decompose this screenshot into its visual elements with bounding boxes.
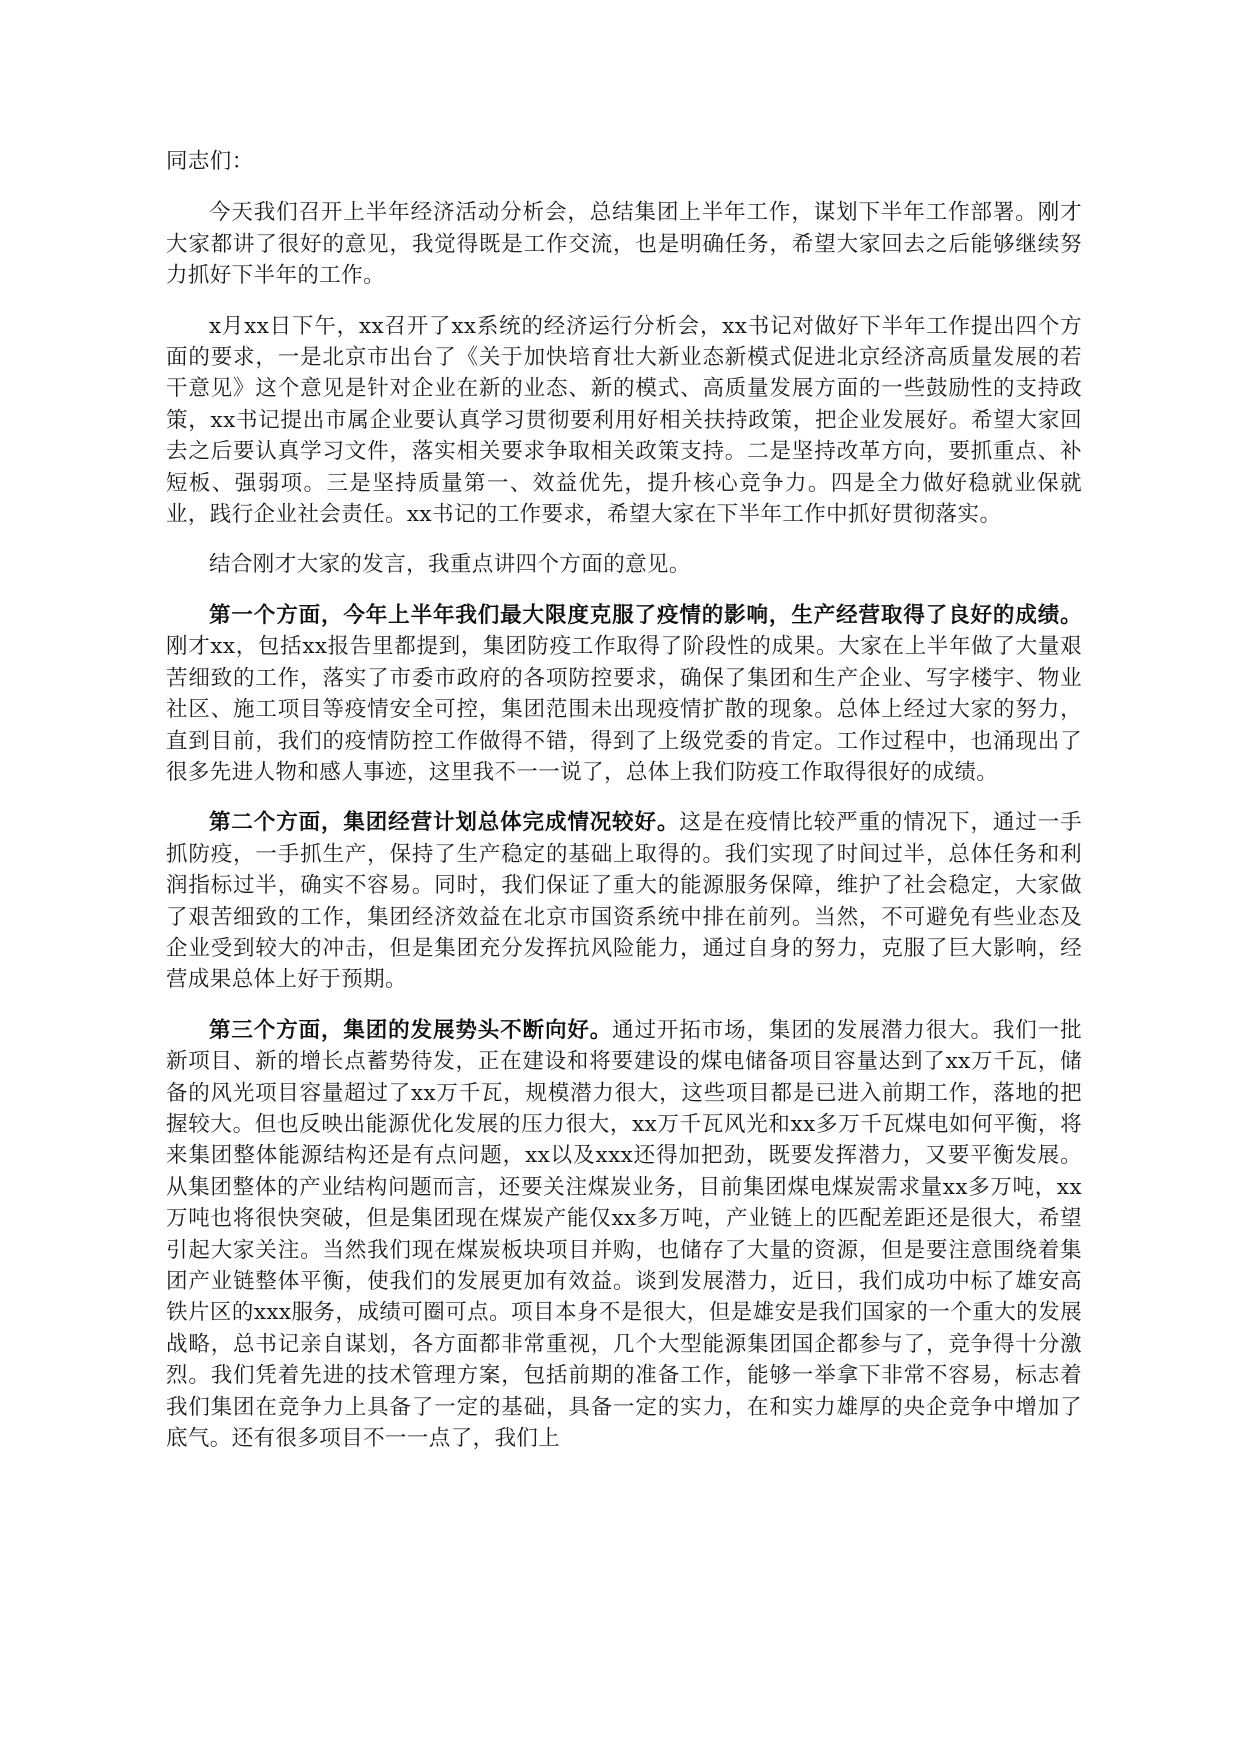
paragraph-opening: [166, 197, 1082, 291]
paragraph-text: 这是在疫情比较严重的情况下，通过一手抓防疫，一手抓生产，保持了生产稳定的基础上取得的。我们实现了时间过半，总体任务和利润指标过半，确实不容易。同时，我们保证了重大的能源服务保障，维护了社会稳定，大家做了艰苦细致的工作，集团经济效益在北京市国资系统中排在前列。当然，不可避免有些业态及企业受到较大的冲击，但是集团充分发挥抗风险能力，通过自身的努力，克服了巨大影响，经营成果总体上好于预期。: [166, 810, 1082, 993]
paragraph-text: x月xx日下午，xx召开了xx系统的经济运行分析会，xx书记对做好下半年工作提出四个方面的要求，一是北京市出台了《关于加快培育壮大新业态新模式促进北京经济高质量发展的若干意见》这个意见是针对企业在新的业态、新的模式、高质量发展方面的一些鼓励性的支持政策，xx书记提出市属企业要认真学习贯彻要利用好相关扶持政策，把企业发展好。希望大家回去之后要认真学习文件，落实相关要求争取相关政策支持。二是坚持改革方向，要抓重点、补短板、强弱项。三是坚持质量第一、效益优先，提升核心竞争力。四是全力做好稳就业保就业，践行企业社会责任。xx书记的工作要求，希望大家在下半年工作中抓好贯彻落实。: [166, 313, 1082, 528]
paragraph-meeting-requirements: [166, 311, 1082, 531]
paragraph-aspect-two: [166, 807, 1082, 995]
greeting: 同志们：: [166, 149, 254, 174]
paragraph-text: 刚才xx，包括xx报告里都提到，集团防疫工作取得了阶段性的成果。大家在上半年做了大量艰苦细致的工作，落实了市委市政府的各项防控要求，确保了集团和生产企业、写字楼宇、物业社区、施工项目等疫情安全可控，集团范围未出现疫情扩散的现象。总体上经过大家的努力，直到目前，我们的疫情防控工作做得不错，得到了上级党委的肯定。工作过程中，也涌现出了很多先进人物和感人事迹，这里我不一一说了，总体上我们防疫工作取得很好的成绩。: [166, 634, 1082, 785]
paragraph-heading: 第二个方面，集团经营计划总体完成情况较好。: [209, 810, 680, 836]
paragraph-transition: [166, 549, 1082, 580]
paragraph-aspect-three: [166, 1015, 1082, 1455]
paragraph-aspect-one: [166, 600, 1082, 788]
document-page: [166, 146, 1082, 1473]
paragraph-text: 今天我们召开上半年经济活动分析会，总结集团上半年工作，谋划下半年工作部署。刚才大家都讲了很好的意见，我觉得既是工作交流，也是明确任务，希望大家回去之后能够继续努力抓好下半年的工作。: [166, 200, 1082, 289]
paragraph-heading: 第一个方面，今年上半年我们最大限度克服了疫情的影响，生产经营取得了良好的成绩。: [209, 602, 1082, 628]
paragraph-text: 通过开拓市场，集团的发展潜力很大。我们一批新项目、新的增长点蓄势待发，正在建设和将要建设的煤电储备项目容量达到了xx万千瓦，储备的风光项目容量超过了xx万千瓦，规模潜力很大，这些项目都是已进入前期工作，落地的把握较大。但也反映出能源优化发展的压力很大，xx万千瓦风光和xx多万千瓦煤电如何平衡，将来集团整体能源结构还是有点问题，xx以及xxx还得加把劲，既要发挥潜力，又要平衡发展。从集团整体的产业结构问题而言，还要关注煤炭业务，目前集团煤电煤炭需求量xx多万吨，xx万吨也将很快突破，但是集团现在煤炭产能仅xx多万吨，产业链上的匹配差距还是很大，希望引起大家关注。当然我们现在煤炭板块项目并购，也储存了大量的资源，但是要注意围绕着集团产业链整体平衡，使我们的发展更加有效益。谈到发展潜力，近日，我们成功中标了雄安高铁片区的xxx服务，成绩可圈可点。项目本身不是很大，但是雄安是我们国家的一个重大的发展战略，总书记亲自谋划，各方面都非常重视，几个大型能源集团国企都参与了，竞争得十分激烈。我们凭着先进的技术管理方案，包括前期的准备工作，能够一举拿下非常不容易，标志着我们集团在竞争力上具备了一定的基础，具备一定的实力，在和实力雄厚的央企竞争中增加了底气。还有很多项目不一一点了，我们上: [166, 1017, 1083, 1452]
paragraph-text: 结合刚才大家的发言，我重点讲四个方面的意见。: [209, 552, 691, 578]
paragraph-heading: 第三个方面，集团的发展势头不断向好。: [209, 1017, 613, 1043]
